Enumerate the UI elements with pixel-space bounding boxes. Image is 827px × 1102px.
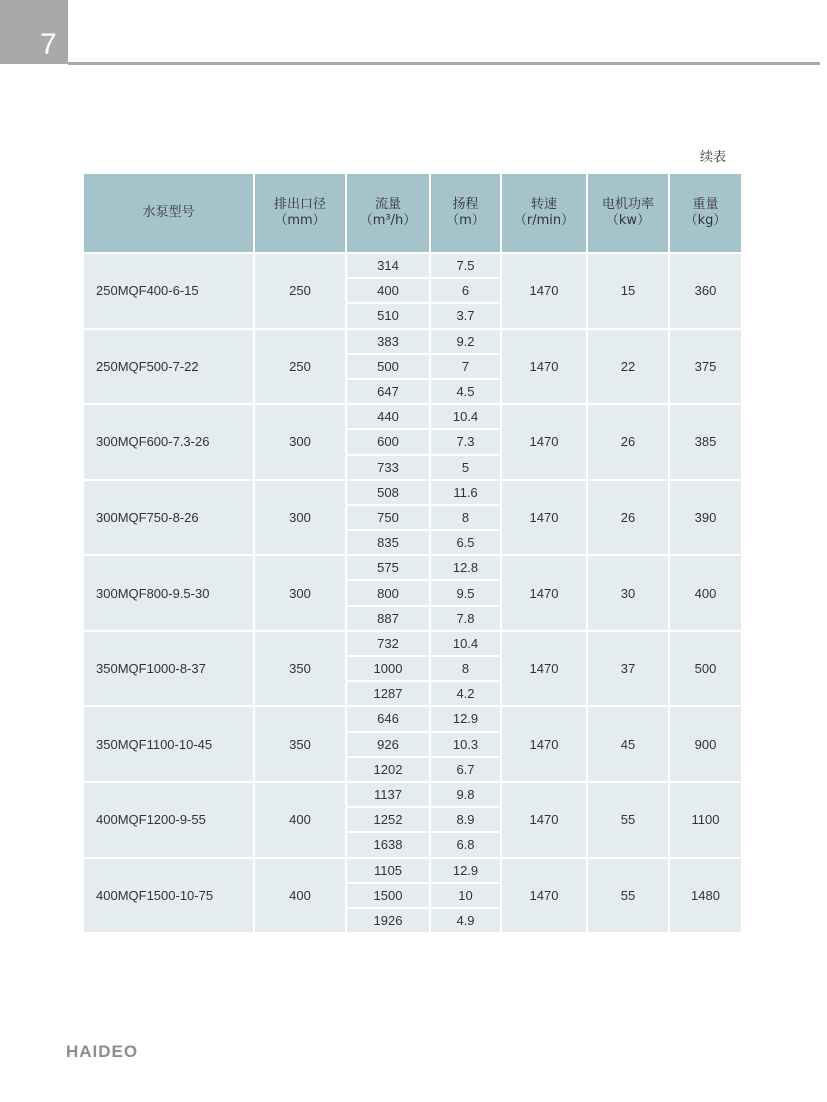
head-cell: 12.9	[430, 858, 501, 883]
outlet-cell: 300	[254, 404, 346, 480]
power-cell: 26	[587, 480, 669, 556]
flow-cell: 1105	[346, 858, 430, 883]
power-cell: 45	[587, 706, 669, 782]
head-cell: 12.9	[430, 706, 501, 731]
flow-cell: 1000	[346, 656, 430, 681]
flow-cell: 383	[346, 329, 430, 354]
pump-spec-table	[82, 172, 743, 934]
column-header	[83, 173, 254, 253]
power-cell: 37	[587, 631, 669, 707]
flow-cell: 647	[346, 379, 430, 404]
model-cell: 250MQF500-7-22	[83, 329, 254, 405]
column-header-title: 转速	[530, 197, 557, 212]
flow-cell: 835	[346, 530, 430, 555]
model-cell: 300MQF800-9.5-30	[83, 555, 254, 631]
weight-cell: 360	[669, 253, 742, 329]
model-cell: 350MQF1100-10-45	[83, 706, 254, 782]
head-cell: 6	[430, 278, 501, 303]
flow-cell: 314	[346, 253, 430, 278]
head-cell: 8	[430, 505, 501, 530]
head-cell: 7.3	[430, 429, 501, 454]
flow-cell: 508	[346, 480, 430, 505]
head-cell: 11.6	[430, 480, 501, 505]
speed-cell: 1470	[501, 555, 587, 631]
weight-cell: 900	[669, 706, 742, 782]
head-cell: 10.4	[430, 404, 501, 429]
flow-cell: 750	[346, 505, 430, 530]
outlet-cell: 400	[254, 858, 346, 934]
weight-cell: 1100	[669, 782, 742, 858]
table-row	[83, 253, 742, 278]
head-cell: 9.2	[430, 329, 501, 354]
head-cell: 6.7	[430, 757, 501, 782]
column-header-title: 水泵型号	[142, 205, 195, 220]
flow-cell: 600	[346, 429, 430, 454]
column-header-unit: （m）	[446, 213, 485, 228]
model-cell: 400MQF1500-10-75	[83, 858, 254, 934]
column-header-title: 扬程	[452, 197, 479, 212]
speed-cell: 1470	[501, 631, 587, 707]
flow-cell: 510	[346, 303, 430, 328]
flow-cell: 1137	[346, 782, 430, 807]
model-cell: 400MQF1200-9-55	[83, 782, 254, 858]
power-cell: 26	[587, 404, 669, 480]
column-header	[587, 173, 669, 253]
weight-cell: 400	[669, 555, 742, 631]
head-cell: 7	[430, 354, 501, 379]
flow-cell: 400	[346, 278, 430, 303]
power-cell: 55	[587, 782, 669, 858]
column-header-title: 电机功率	[601, 197, 654, 212]
column-header	[669, 173, 742, 253]
column-header-unit: （kg）	[684, 213, 727, 228]
table-row	[83, 329, 742, 354]
outlet-cell: 300	[254, 480, 346, 556]
outlet-cell: 250	[254, 253, 346, 329]
head-cell: 9.8	[430, 782, 501, 807]
head-cell: 3.7	[430, 303, 501, 328]
outlet-cell: 350	[254, 706, 346, 782]
column-header-title: 流量	[374, 197, 401, 212]
head-cell: 12.8	[430, 555, 501, 580]
flow-cell: 733	[346, 455, 430, 480]
speed-cell: 1470	[501, 858, 587, 934]
table-row	[83, 480, 742, 505]
head-cell: 5	[430, 455, 501, 480]
column-header	[501, 173, 587, 253]
flow-cell: 1638	[346, 832, 430, 857]
weight-cell: 390	[669, 480, 742, 556]
column-header	[346, 173, 430, 253]
head-cell: 10	[430, 883, 501, 908]
flow-cell: 800	[346, 580, 430, 605]
column-header	[430, 173, 501, 253]
column-header-unit: （kw）	[605, 213, 651, 228]
column-header	[254, 173, 346, 253]
head-cell: 7.5	[430, 253, 501, 278]
table-row	[83, 706, 742, 731]
page-number-tab	[0, 0, 68, 64]
table-row	[83, 404, 742, 429]
column-header-title: 排出口径	[273, 197, 326, 212]
head-cell: 7.8	[430, 606, 501, 631]
head-cell: 4.2	[430, 681, 501, 706]
table-row	[83, 555, 742, 580]
head-cell: 4.9	[430, 908, 501, 933]
weight-cell: 385	[669, 404, 742, 480]
table-row	[83, 858, 742, 883]
weight-cell: 500	[669, 631, 742, 707]
weight-cell: 1480	[669, 858, 742, 934]
column-header-unit: （r/min）	[513, 213, 575, 228]
speed-cell: 1470	[501, 782, 587, 858]
power-cell: 55	[587, 858, 669, 934]
outlet-cell: 300	[254, 555, 346, 631]
flow-cell: 1500	[346, 883, 430, 908]
model-cell: 300MQF600-7.3-26	[83, 404, 254, 480]
header-rule	[68, 62, 820, 65]
model-cell: 350MQF1000-8-37	[83, 631, 254, 707]
head-cell: 6.8	[430, 832, 501, 857]
power-cell: 30	[587, 555, 669, 631]
outlet-cell: 350	[254, 631, 346, 707]
head-cell: 10.4	[430, 631, 501, 656]
table-row	[83, 782, 742, 807]
brand-logo: HAIDEO	[66, 1042, 139, 1061]
speed-cell: 1470	[501, 706, 587, 782]
flow-cell: 732	[346, 631, 430, 656]
model-cell: 300MQF750-8-26	[83, 480, 254, 556]
head-cell: 4.5	[430, 379, 501, 404]
model-cell: 250MQF400-6-15	[83, 253, 254, 329]
flow-cell: 500	[346, 354, 430, 379]
flow-cell: 1252	[346, 807, 430, 832]
flow-cell: 1202	[346, 757, 430, 782]
head-cell: 8	[430, 656, 501, 681]
head-cell: 9.5	[430, 580, 501, 605]
table-row	[83, 631, 742, 656]
flow-cell: 440	[346, 404, 430, 429]
outlet-cell: 250	[254, 329, 346, 405]
column-header-unit: （m³/h）	[359, 213, 417, 228]
table-header-row	[83, 173, 742, 253]
continued-label: 续表	[700, 150, 727, 165]
speed-cell: 1470	[501, 404, 587, 480]
flow-cell: 887	[346, 606, 430, 631]
flow-cell: 575	[346, 555, 430, 580]
flow-cell: 646	[346, 706, 430, 731]
column-header-title: 重量	[692, 197, 719, 212]
speed-cell: 1470	[501, 480, 587, 556]
table-body	[83, 253, 742, 933]
speed-cell: 1470	[501, 329, 587, 405]
speed-cell: 1470	[501, 253, 587, 329]
page-number: 7	[40, 28, 57, 61]
power-cell: 15	[587, 253, 669, 329]
head-cell: 6.5	[430, 530, 501, 555]
head-cell: 8.9	[430, 807, 501, 832]
flow-cell: 926	[346, 732, 430, 757]
flow-cell: 1926	[346, 908, 430, 933]
head-cell: 10.3	[430, 732, 501, 757]
column-header-unit: （mm）	[274, 213, 326, 228]
weight-cell: 375	[669, 329, 742, 405]
power-cell: 22	[587, 329, 669, 405]
flow-cell: 1287	[346, 681, 430, 706]
outlet-cell: 400	[254, 782, 346, 858]
